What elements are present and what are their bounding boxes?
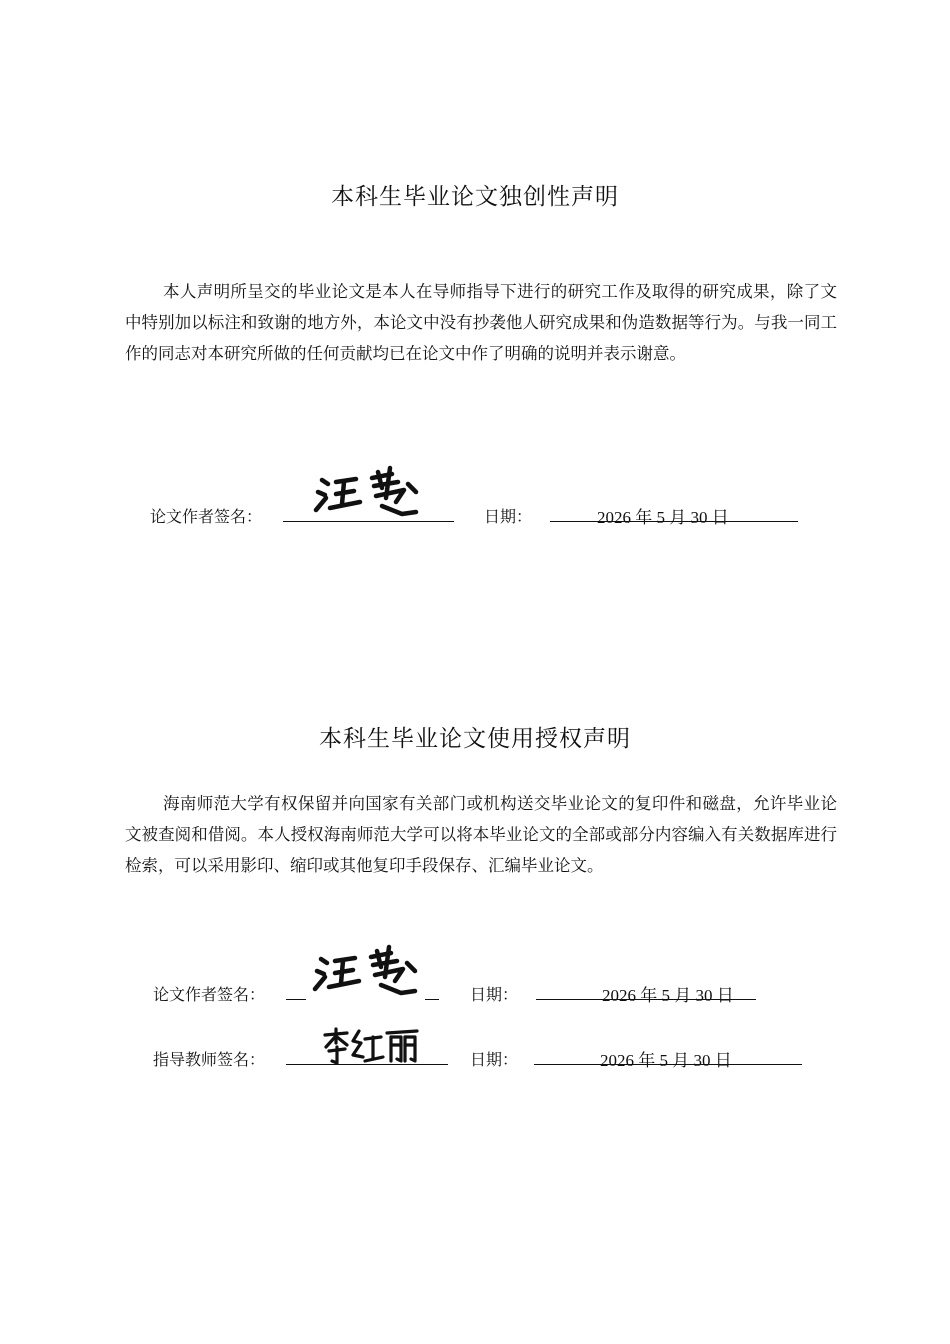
authorization-body: 海南师范大学有权保留并向国家有关部门或机构送交毕业论文的复印件和磁盘，允许毕业论文被查阅和借阅。本人授权海南师范大学可以将本毕业论文的全部或部分内容编入有关数据库进行检索，可以采用影印、缩印或其他复印手段保存、汇编毕业论文。 bbox=[125, 794, 837, 875]
originality-date-value: 2026 年 5 月 30 日 bbox=[597, 508, 729, 527]
author-signature-line bbox=[283, 520, 454, 522]
authorization-advisor-row bbox=[153, 1013, 833, 1073]
advisor-date-label: 日期： bbox=[470, 1050, 519, 1069]
author-signature-text bbox=[0, 0, 1, 1]
author-signature-text bbox=[0, 0, 1, 1]
advisor-handwritten-signature bbox=[321, 1027, 421, 1067]
author-signature-line bbox=[286, 998, 306, 1000]
author-date-label: 日期： bbox=[470, 985, 519, 1004]
author-handwritten-signature bbox=[312, 462, 432, 517]
originality-body: 本人声明所呈交的毕业论文是本人在导师指导下进行的研究工作及取得的研究成果，除了文中特别加以标注和致谢的地方外，本论文中没有抄袭他人研究成果和伪造数据等行为。与我一同工作的同志对本研究所做的任何贡献均已在论文中作了明确的说明并表示谢意。 bbox=[125, 282, 837, 363]
advisor-signature-text bbox=[0, 0, 1, 1]
author-signature-label: 论文作者签名： bbox=[150, 507, 263, 526]
author-date-value: 2026 年 5 月 30 日 bbox=[602, 986, 734, 1005]
originality-title: 本科生毕业论文独创性声明 bbox=[331, 184, 619, 210]
authorization-title: 本科生毕业论文使用授权声明 bbox=[319, 726, 631, 752]
author-handwritten-signature bbox=[311, 941, 431, 996]
originality-signature-row bbox=[150, 470, 830, 530]
advisor-signature-label: 指导教师签名： bbox=[153, 1050, 266, 1069]
advisor-date-value: 2026 年 5 月 30 日 bbox=[600, 1051, 732, 1070]
originality-date-label: 日期： bbox=[484, 507, 533, 526]
author-signature-line bbox=[425, 998, 439, 1000]
author-signature-label: 论文作者签名： bbox=[153, 985, 266, 1004]
authorization-author-row bbox=[153, 948, 833, 1008]
